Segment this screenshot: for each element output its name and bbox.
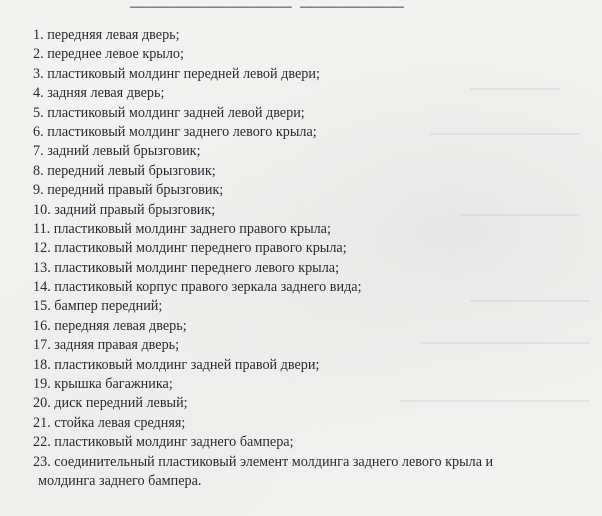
list-item: 12. пластиковый молдинг переднего правого крыла; xyxy=(33,240,347,257)
list-item: 2. переднее левое крыло; xyxy=(33,46,184,63)
list-item: 5. пластиковый молдинг задней левой двери; xyxy=(33,104,305,121)
list-item: 15. бампер передний; xyxy=(33,298,163,315)
list-item: 3. пластиковый молдинг передней левой двери; xyxy=(33,65,320,82)
list-item: 8. передний левый брызговик; xyxy=(33,162,216,179)
list-item: 23. соединительный пластиковый элемент молдинга заднего левого крыла и xyxy=(33,453,494,470)
list-item: 19. крышка багажника; xyxy=(33,376,173,393)
list-item: 10. задний правый брызговик; xyxy=(33,201,216,218)
list-item: 20. диск передний левый; xyxy=(33,395,188,412)
damage-list xyxy=(33,26,602,491)
list-item: 18. пластиковый молдинг задней правой двери; xyxy=(33,356,320,373)
list-item: 22. пластиковый молдинг заднего бампера; xyxy=(33,434,294,451)
list-item: 6. пластиковый молдинг заднего левого крыла; xyxy=(33,123,317,140)
list-item: 4. задняя левая дверь; xyxy=(33,85,165,102)
list-item: 11. пластиковый молдинг заднего правого крыла; xyxy=(33,220,331,237)
list-item: 1. передняя левая дверь; xyxy=(33,27,180,43)
cropped-top-line: ▁▁▁▁▁▁▁▁▁▁▁▁▁▁ ▁▁▁▁▁▁▁▁▁ xyxy=(130,0,404,8)
list-item: 7. задний левый брызговик; xyxy=(33,143,201,160)
list-item: 16. передняя левая дверь; xyxy=(33,317,187,334)
list-item: 17. задняя правая дверь; xyxy=(33,337,180,354)
list-item: 14. пластиковый корпус правого зеркала заднего вида; xyxy=(33,279,362,296)
list-item: 9. передний правый брызговик; xyxy=(33,182,224,199)
list-item: 13. пластиковый молдинг переднего левого крыла; xyxy=(33,259,340,276)
list-item: 21. стойка левая средняя; xyxy=(33,414,186,431)
list-item-continuation: молдинга заднего бампера. xyxy=(38,472,202,489)
